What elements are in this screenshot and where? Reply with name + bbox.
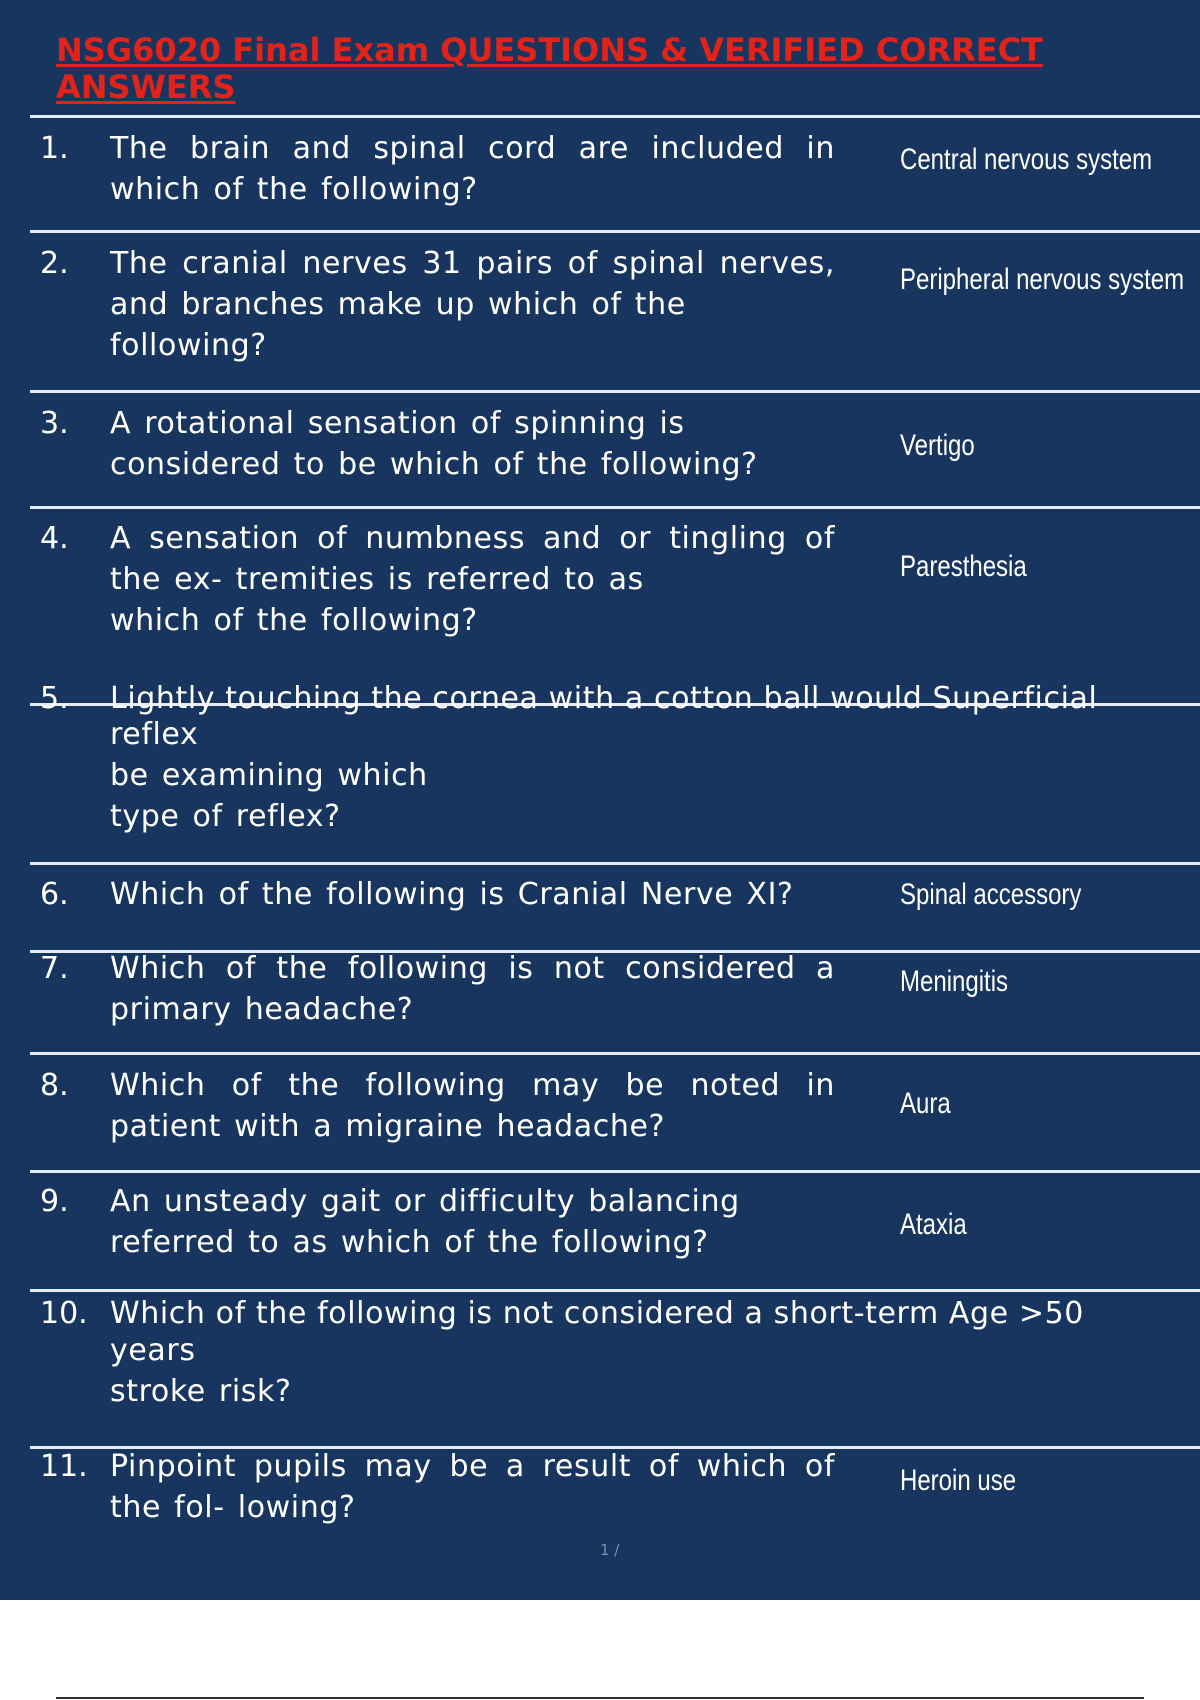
table-rule bbox=[30, 862, 1200, 865]
question-number: 8. bbox=[40, 1068, 69, 1103]
table-rule bbox=[30, 1170, 1200, 1173]
question-text bbox=[110, 874, 835, 915]
question-number: 3. bbox=[40, 406, 69, 441]
question-line: considered to be which of the following? bbox=[110, 447, 758, 482]
question-text bbox=[110, 1065, 835, 1147]
answer-text: Ataxia bbox=[900, 1208, 967, 1241]
table-rule bbox=[30, 1052, 1200, 1055]
question-number: 9. bbox=[40, 1184, 69, 1219]
question-line: the fol- lowing? bbox=[110, 1490, 356, 1525]
question-line: Which of the following may be noted in bbox=[110, 1068, 835, 1103]
page-number: 1 / bbox=[600, 1541, 620, 1559]
answer-text: Central nervous system bbox=[900, 143, 1153, 176]
question-text bbox=[110, 1330, 835, 1412]
question-number: 10. bbox=[40, 1296, 88, 1331]
question-line: Which of the following is not considered a bbox=[110, 951, 835, 986]
question-line: reflex bbox=[110, 717, 199, 752]
question-line: The brain and spinal cord are included in bbox=[110, 131, 835, 166]
question-line: A rotational sensation of spinning is bbox=[110, 406, 685, 441]
table-rule bbox=[30, 1289, 1200, 1292]
question-line: Which of the following is not considered a short-term Age >50 bbox=[110, 1296, 1084, 1331]
document-title: NSG6020 Final Exam QUESTIONS & VERIFIED CORRECT ANSWERS bbox=[56, 31, 1043, 106]
question-number: 11. bbox=[40, 1449, 88, 1484]
question-line: Lightly touching the cornea with a cotton ball would Superficial bbox=[110, 681, 1098, 716]
question-text bbox=[110, 714, 835, 837]
answer-text: Heroin use bbox=[900, 1464, 1017, 1497]
question-line: A sensation of numbness and or tingling of bbox=[110, 521, 835, 556]
question-text bbox=[110, 243, 835, 366]
answer-text: Meningitis bbox=[900, 965, 1009, 998]
answer-text: Spinal accessory bbox=[900, 878, 1082, 911]
question-text bbox=[110, 948, 835, 1030]
question-line: and branches make up which of the bbox=[110, 287, 686, 322]
question-line: An unsteady gait or difficulty balancing bbox=[110, 1184, 740, 1219]
question-text bbox=[110, 1446, 835, 1528]
question-line: type of reflex? bbox=[110, 799, 341, 834]
question-line: referred to as which of the following? bbox=[110, 1225, 709, 1260]
question-number: 7. bbox=[40, 951, 69, 986]
question-line: years bbox=[110, 1333, 196, 1368]
question-line: The cranial nerves 31 pairs of spinal nerves, bbox=[110, 246, 835, 281]
question-line: primary headache? bbox=[110, 992, 414, 1027]
question-line: Pinpoint pupils may be a result of which of bbox=[110, 1449, 835, 1484]
question-number: 4. bbox=[40, 521, 69, 556]
question-number: 1. bbox=[40, 131, 69, 166]
question-line: which of the following? bbox=[110, 603, 478, 638]
question-text bbox=[110, 403, 835, 485]
answer-text: Paresthesia bbox=[900, 550, 1027, 583]
table-rule bbox=[30, 115, 1200, 118]
question-number: 2. bbox=[40, 246, 69, 281]
question-line: be examining which bbox=[110, 758, 428, 793]
question-line: the ex- tremities is referred to as bbox=[110, 562, 644, 597]
table-rule bbox=[30, 390, 1200, 393]
question-line: Which of the following is Cranial Nerve XI? bbox=[110, 877, 794, 912]
answer-text: Vertigo bbox=[900, 429, 975, 462]
question-line: which of the following? bbox=[110, 172, 478, 207]
question-text bbox=[110, 128, 835, 210]
question-text bbox=[110, 1181, 835, 1263]
table-rule bbox=[30, 230, 1200, 233]
answer-text: Aura bbox=[900, 1087, 951, 1120]
question-number: 5. bbox=[40, 681, 69, 716]
answer-text: Peripheral nervous system bbox=[900, 263, 1185, 296]
table-rule bbox=[30, 506, 1200, 509]
question-line: patient with a migraine headache? bbox=[110, 1109, 666, 1144]
footer-rule bbox=[56, 1697, 1144, 1699]
question-line: following? bbox=[110, 328, 267, 363]
question-line: stroke risk? bbox=[110, 1374, 292, 1409]
question-number: 6. bbox=[40, 877, 69, 912]
question-text bbox=[110, 518, 835, 641]
